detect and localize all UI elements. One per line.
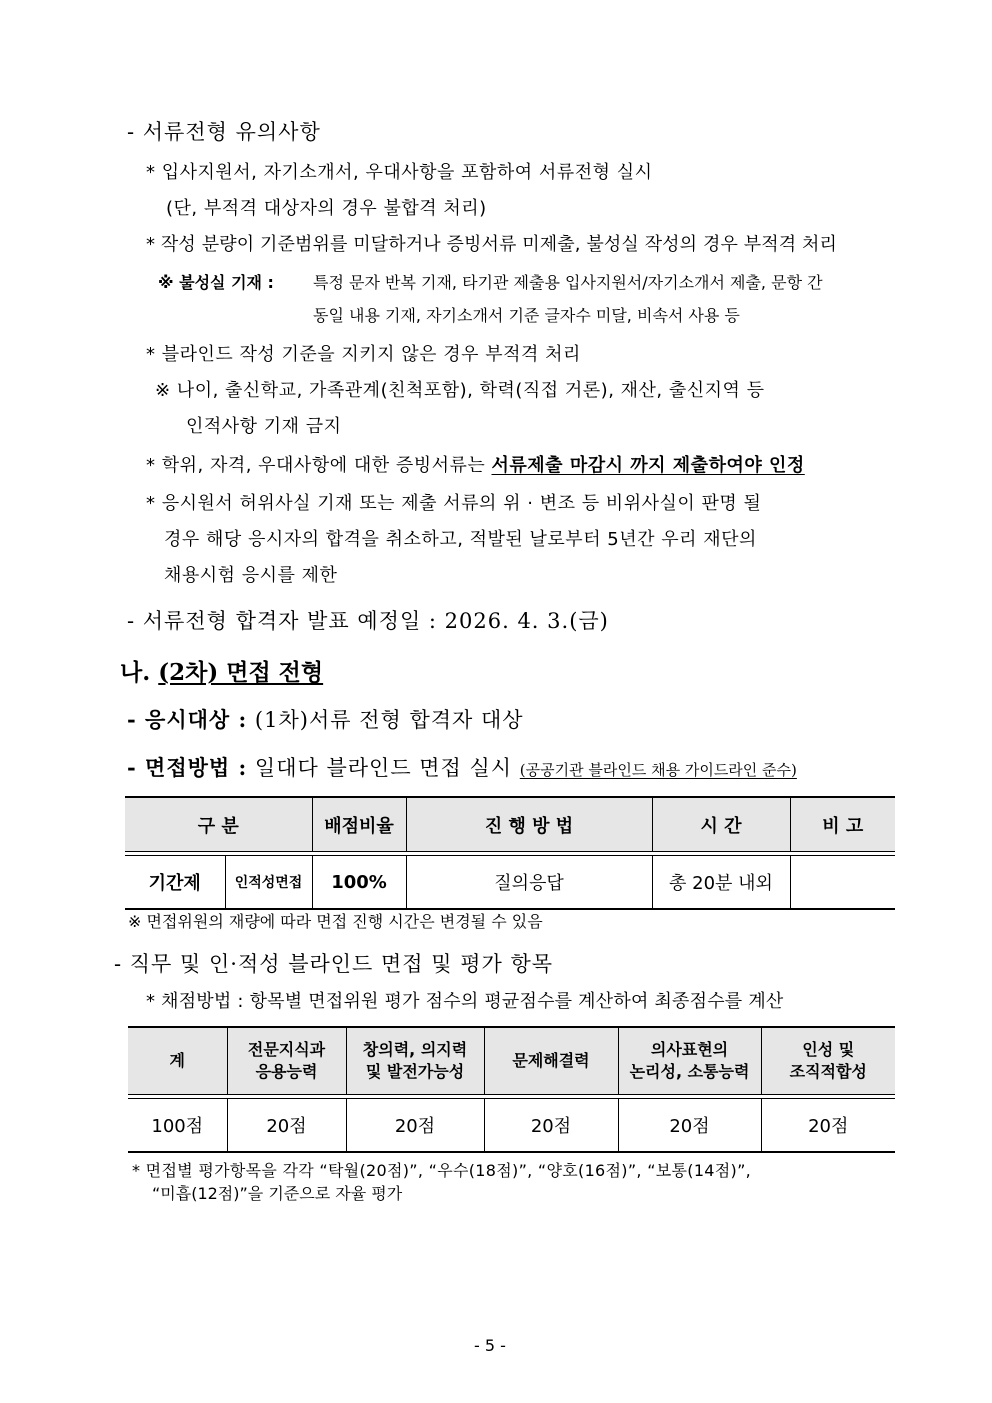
table1-header-remark: 비 고	[790, 797, 895, 852]
table1-cell-time: 총 20분 내외	[652, 856, 790, 910]
table1-cell-remark	[790, 856, 895, 910]
table1-note: ※ 면접위원의 재량에 따라 면접 진행 시간은 변경될 수 있음	[128, 912, 543, 931]
table2-header-problem-solving	[484, 1027, 618, 1095]
table1-cell-sub: 인적성면접	[225, 856, 312, 910]
table2-header-knowledge	[227, 1027, 346, 1095]
table2-header-line: 의사표현의	[650, 1040, 729, 1059]
interview-method-note: (공공기관 블라인드 채용 가이드라인 준수)	[519, 761, 797, 779]
table2-header-line: 전문지식과	[247, 1040, 326, 1059]
doc-screening-item: * 입사지원서, 자기소개서, 우대사항을 포함하여 서류전형 실시	[146, 162, 653, 183]
table2-header-line: 창의력, 의지력	[362, 1040, 468, 1059]
doc-screening-item-sub: (단, 부적격 대상자의 경우 불합격 처리)	[166, 198, 487, 219]
page-number: - 5 -	[474, 1336, 506, 1355]
interview-method-value: 일대다 블라인드 면접 실시	[254, 756, 513, 780]
table2-note: * 면접별 평가항목을 각각 “탁월(20점)”, “우수(18점)”, “양호(16점)”, “보통(14점)”,	[132, 1161, 752, 1180]
table2-header-character	[761, 1027, 895, 1095]
table2-cell-total: 100점	[128, 1099, 227, 1153]
table1-header-time: 시 간	[652, 797, 790, 852]
table2-header-line: 계	[169, 1051, 185, 1070]
blind-note: ※ 나이, 출신학교, 가족관계(친척포함), 학력(직접 거론), 재산, 출신지역 등	[155, 380, 765, 401]
insincere-note-line: 특정 문자 반복 기재, 타기관 제출용 입사지원서/자기소개서 제출, 문항 간	[313, 273, 823, 292]
table2-cell-expression: 20점	[618, 1099, 761, 1153]
table2-header-expression	[618, 1027, 761, 1095]
table2-cell-problem-solving: 20점	[484, 1099, 618, 1153]
table2-header-line: 인성 및	[802, 1040, 855, 1059]
table2-cell-character: 20점	[761, 1099, 895, 1153]
table2-header-creativity	[346, 1027, 484, 1095]
interview-section-number: 나.	[120, 659, 151, 686]
table1-cell-ratio: 100%	[312, 856, 406, 910]
table2-cell-knowledge: 20점	[227, 1099, 346, 1153]
table2-header-line: 응용능력	[255, 1062, 318, 1081]
table2-header-line: 문제해결력	[512, 1051, 590, 1070]
blind-item: * 블라인드 작성 기준을 지키지 않은 경우 부적격 처리	[146, 344, 581, 365]
proof-item-emphasis: 서류제출 마감시 까지 제출하여야 인정	[491, 455, 805, 476]
doc-screening-item: * 작성 분량이 기준범위를 미달하거나 증빙서류 미제출, 불성실 작성의 경우 부적격 처리	[146, 234, 838, 255]
table2-header-line: 조직적합성	[789, 1062, 867, 1081]
proof-item	[146, 451, 805, 477]
insincere-note-label: ※ 불성실 기재 :	[158, 273, 274, 292]
interview-target	[127, 704, 524, 734]
interview-method	[127, 752, 797, 782]
table1-header-ratio: 배점비율	[312, 797, 406, 852]
false-info-item: * 응시원서 허위사실 기재 또는 제출 서류의 위 · 변조 등 비위사실이 판명 될	[146, 493, 762, 514]
table1-header-category: 구 분	[125, 797, 312, 852]
doc-announce-date: - 서류전형 합격자 발표 예정일 : 2026. 4. 3.(금)	[127, 609, 609, 633]
interview-schedule-table	[125, 796, 895, 910]
eval-heading: - 직무 및 인·적성 블라인드 면접 및 평가 항목	[114, 952, 554, 976]
table2-header-total	[128, 1027, 227, 1095]
doc-screening-heading: - 서류전형 유의사항	[127, 120, 321, 144]
interview-target-label: - 응시대상 :	[127, 707, 248, 732]
table2-header-line: 논리성, 소통능력	[629, 1062, 750, 1081]
interview-method-label: - 면접방법 :	[127, 755, 248, 780]
table2-cell-creativity: 20점	[346, 1099, 484, 1153]
evaluation-table	[128, 1026, 895, 1153]
table2-note: “미흡(12점)”을 기준으로 자율 평가	[152, 1184, 403, 1203]
proof-item-text: * 학위, 자격, 우대사항에 대한 증빙서류는	[146, 455, 486, 476]
false-info-item: 채용시험 응시를 제한	[164, 565, 338, 586]
scoring-method: * 채점방법 : 항목별 면접위원 평가 점수의 평균점수를 계산하여 최종점수를 계산	[146, 991, 784, 1012]
table1-cell-type: 기간제	[125, 856, 225, 910]
table1-cell-method: 질의응답	[406, 856, 652, 910]
blind-note: 인적사항 기재 금지	[186, 416, 342, 437]
interview-target-value: (1차)서류 전형 합격자 대상	[254, 708, 524, 732]
table1-header-method: 진 행 방 법	[406, 797, 652, 852]
table2-header-line: 및 발전가능성	[365, 1062, 465, 1081]
false-info-item: 경우 해당 응시자의 합격을 취소하고, 적발된 날로부터 5년간 우리 재단의	[164, 529, 757, 550]
interview-section-title-text: (2차) 면접 전형	[158, 659, 324, 686]
interview-section-title	[120, 654, 323, 687]
insincere-note-line: 동일 내용 기재, 자기소개서 기준 글자수 미달, 비속서 사용 등	[313, 306, 740, 325]
